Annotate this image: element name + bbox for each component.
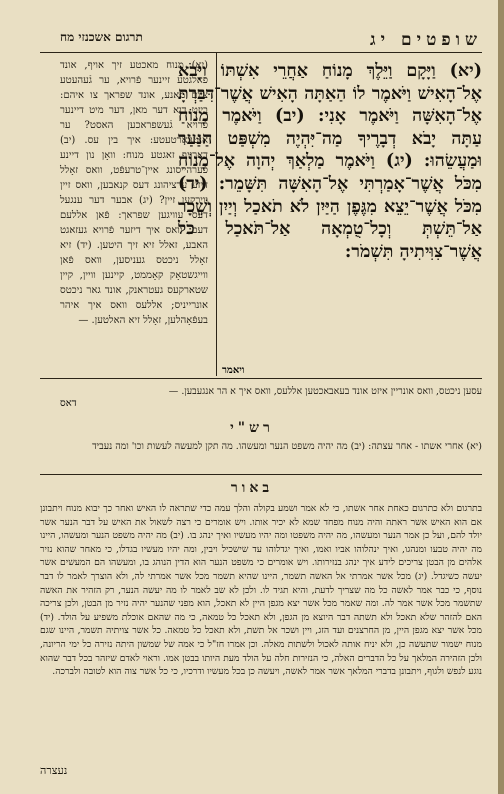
main-catchword: ויאמר	[222, 365, 245, 376]
translation-continuation: עסען ניכטס, וואס אונריין איזט אונד בעאבאכטען אללעס, וואס איך א הר אנגעבען. —	[168, 386, 482, 397]
rashi-heading: רש"י	[230, 420, 274, 436]
header-rule	[40, 52, 482, 53]
hebrew-scripture-text: (יא) וַיָּקָם וַיֵּלֶךְ מָנוֹחַ אַחֲרֵי אִשְׁתּוֹ וַיָּבֹא אֶל־הָאִישׁ וַיֹּאמֶר לוֹ הַאַתָּה הָאִישׁ אֲשֶׁר־דִּבַּרְתָּ אֶל־הָאִשָּׁה וַיֹּאמֶר אָנִי: (יב) וַיֹּאמֶר מָנוֹחַ עַתָּה יָבֹא דְבָרֶיךָ מַה־יִּהְיֶה מִשְׁפַּט הַנַּעַר וּמַעֲשֵׂהוּ: (יג) וַיֹּאמֶר מַלְאַךְ יְהוָה אֶל־מָנוֹחַ מִכֹּל אֲשֶׁר־אָמַרְתִּי אֶל־הָאִשָּׁה תִּשָּׁמֵר: (יד) מִכֹּל אֲשֶׁר־יֵצֵא מִגֶּפֶן הַיַּיִן לֹא תֹאכַל וְיַיִן וְשֵׁכָר אַל־תֵּשְׁתְּ וְכָל־טֻמְאָה אַל־תֹּאכַל כֹּל אֲשֶׁר־צִוִּיתִיהָ תִּשְׁמֹר:	[178, 61, 482, 262]
page-binding-edge	[498, 0, 504, 794]
biur-commentary: בתרגום ולא כתרגום כאחת אחר אשתו, כי לא אמר ושמע בקולה והלך עמה כדי שתראה לו האיש ואחר כך יבוא מנוח ויתבונן אם הוא האיש אשר ראתה והיה מנוח מפחד שמא לא יכיר אותו. ויש אומרים כי רצה לשאול את האיש על דבר הנער אשר יולד להם, ועל כן אמר הנער ומעשהו, מה יהיה משפטו ומה יהיו מעשיו ואיך ינהג בו. (יב) מה יהיה משפט הנער ומעשהו, היינו מה יהיה טבעו ומנהגו, ואיך ינהלוהו אביו ואמו, ואיך יגדלוהו עד שישכיל ויבין, ומה יהיו מעשיו בגדלו, כי מאחר שהוא נזיר אלהים מן הבטן צריכים לידע איך ינהג בנזירותו. ויש אומרים כי משפט הנער הוא הדין הנוהג בו, ומעשהו הם המעשים אשר יעשה כשיגדל. (יג) מכל אשר אמרתי אל האשה תשמר, היינו שהיא תשמר מכל אשר אמרתי לה, ולא הוצרך לאמר לו דבר נוסף, כי כבר אמר לאשה כל מה שצריך לדעת, והיא תגיד לו. ולכן לא שב לאמר לו מה יעשה הנער, רק הזהיר את האשה שתשמר מכל אשר אמר לה. ומה שאמר מכל אשר יצא מגפן היין לא תאכל, הוא מפני שהנער יהיה נזיר מן הבטן, ולכן צריכה האם להזהר שלא תאכל ולא תשתה דבר היוצא מן הגפן, ולא תאכל כל טמאה, כי מה שהאם אוכלת משפיע על הולד. (יד) מכל אשר יצא מגפן היין, מן החרצנים ועד הזג, ויין ושכר אל תשת, ולא תאכל כל טמאה. כל אשר צויתיה תשמר, היינו שגם מנוח ישמור שתעשה כן, ולא יניח אותה לאכול ולשתות מאלה. וכן אמרו חז"ל כי אמה של שמשון היתה נזירה כל ימי הריונה, ולכן הזהירה המלאך על כל הדברים האלה, כי הנזירות חלה על הולד מעת היותו בבטן אמו. וראוי לאדם שיזהר בכל דבר שהוא נוגע לנפש ולגוף, ויתבונן בדברי המלאך אשר אמר לאשה, ויעשה כן בכל מעשיו ודרכיו, כי כל אשר צוה הוא לטובה ולברכה.	[40, 503, 482, 678]
page-catchword: נעצרה	[40, 764, 68, 777]
commentary-rule	[40, 474, 482, 475]
rashi-commentary: (יא) אחרי אשתו ‑ אחר עצתה: (יב) מה יהיה משפט הנער ומעשהו. מה תקן למעשה לעשות וכו' ומה נעביד	[92, 441, 482, 452]
biur-heading: באור	[230, 480, 274, 496]
running-header-book-chapter: שופטים יג	[370, 30, 482, 50]
german-translation-text: (יא) מנוח מאכטע זיך אויף, אונד פאלגטע זיינער פֿרויא, ער גֿעהעטע ציום מאנע, אונד שפראך צו איהם: ביזט דוא דער מאן, דער מיט דיינער פֿרויא גֿעשפראכען האסט? ער אנטוואָרטעטע: איך בין עס. (יב) דארויף זאגטע מנוח: וואָן נון דיינע פֿערהייסונג איין־טרעפֿט, וואס זאָלל דיזע ערציהונג דעס קנאבען, וואס זיין ווירקען זיין? (יג) אבער דער ענגעל דעס עוויגען שפראך: פֿאן אללעם דעם, וואס איך דיזער פֿרויא געזאגט האבע, זאלל זיא זיך היטען. (יד) זיא זאָלל ניכטס געניסען, וואס פֿאן ווייגשטאָק קאָממט, קיינען וויין, קיין שטארקעס געטראנק, אונד גאר ניכטס אונרייניס; אללעס וואס איך איהר בעפֿאָהלען, זאָלל זיא האלטען. —	[60, 60, 208, 326]
running-header-translation: תרגום אשכנזי מח	[60, 30, 143, 44]
side-catchword: דאס	[60, 398, 77, 409]
text-bottom-rule	[40, 378, 482, 379]
